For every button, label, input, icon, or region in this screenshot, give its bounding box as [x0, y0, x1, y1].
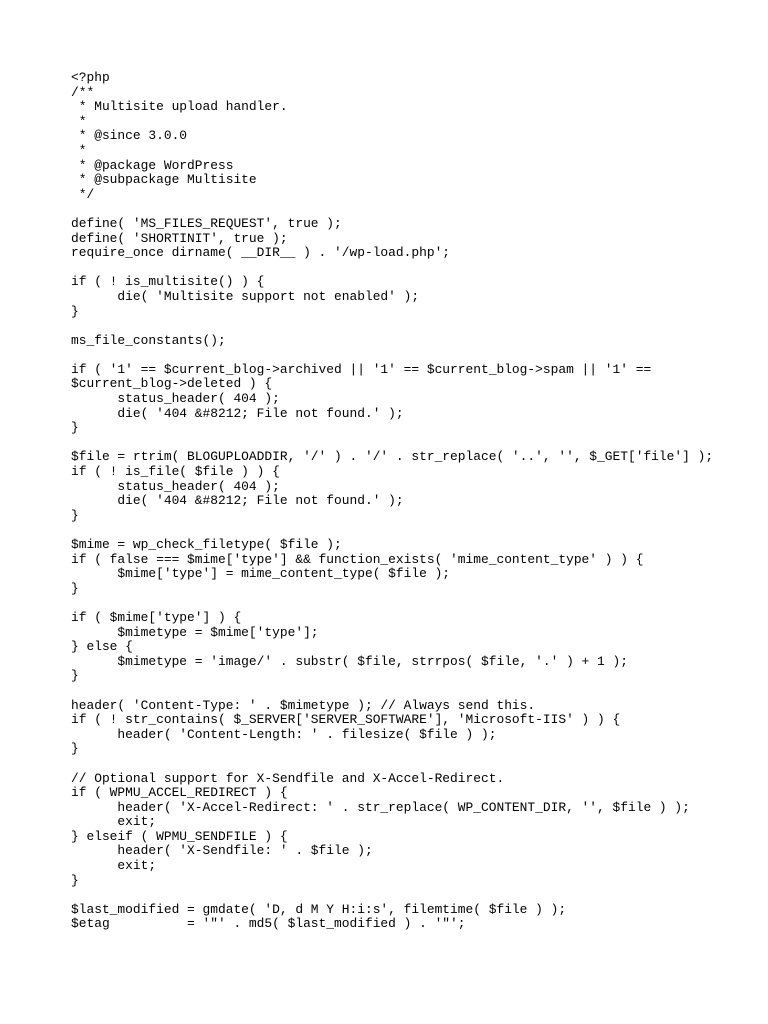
code-line: status_header( 404 ); — [71, 391, 280, 407]
code-line — [71, 523, 751, 538]
code-line: header( 'Content-Type: ' . $mimetype ); // Always send this. — [71, 697, 536, 713]
code-line: if ( ! str_contains( $_SERVER['SERVER_SOFTWARE'], 'Microsoft-IIS' ) ) { — [71, 712, 621, 728]
code-line: if ( ! is_multisite() ) { — [71, 274, 265, 290]
code-line: ms_file_constants(); — [71, 332, 226, 348]
code-line: die( '404 &#8212; File not found.' ); — [71, 493, 404, 509]
code-line — [71, 348, 751, 363]
code-line: */ — [71, 186, 95, 202]
code-line: $mime['type'] = mime_content_type( $file ); — [71, 566, 451, 582]
code-line: if ( WPMU_ACCEL_REDIRECT ) { — [71, 785, 288, 801]
code-line: * @since 3.0.0 — [71, 128, 188, 144]
code-line: * @package WordPress — [71, 157, 234, 173]
code-line: } — [71, 668, 79, 684]
code-line — [71, 596, 751, 611]
code-line: $current_blog->deleted ) { — [71, 376, 273, 392]
code-line: $mime = wp_check_filetype( $file ); — [71, 537, 342, 552]
code-line — [71, 757, 751, 772]
code-listing — [71, 71, 751, 932]
code-line: require_once dirname( __DIR__ ) . '/wp-load.php'; — [71, 245, 451, 261]
code-line: if ( '1' == $current_blog->archived || '1' == $current_blog->spam || '1' == — [71, 361, 652, 377]
code-line: die( '404 &#8212; File not found.' ); — [71, 405, 404, 421]
code-line: die( 'Multisite support not enabled' ); — [71, 288, 420, 304]
code-line: header( 'X-Accel-Redirect: ' . str_replace( WP_CONTENT_DIR, '', $file ) ); — [71, 799, 690, 815]
code-line: } elseif ( WPMU_SENDFILE ) { — [71, 828, 288, 844]
code-line: * Multisite upload handler. — [71, 99, 288, 115]
code-line: define( 'MS_FILES_REQUEST', true ); — [71, 215, 342, 231]
code-line: if ( $mime['type'] ) { — [71, 609, 242, 625]
code-line — [71, 319, 751, 334]
code-line — [71, 684, 751, 699]
code-line: status_header( 404 ); — [71, 478, 280, 494]
code-line: $last_modified = gmdate( 'D, d M Y H:i:s', filemtime( $file ) ); — [71, 901, 567, 917]
code-line: $mimetype = 'image/' . substr( $file, strrpos( $file, '.' ) + 1 ); — [71, 653, 628, 669]
code-line: header( 'X-Sendfile: ' . $file ); — [71, 843, 373, 859]
code-line: if ( ! is_file( $file ) ) { — [71, 464, 280, 480]
code-line: } — [71, 420, 79, 436]
code-line: } else { — [71, 639, 133, 655]
code-line: header( 'Content-Length: ' . filesize( $file ) ); — [71, 726, 497, 742]
code-line: * — [71, 142, 87, 158]
code-line: $file = rtrim( BLOGUPLOADDIR, '/' ) . '/' . str_replace( '..', '', $_GET['file'] ); — [71, 449, 714, 465]
code-line: // Optional support for X-Sendfile and X-Accel-Redirect. — [71, 770, 505, 786]
code-line: exit; — [71, 858, 157, 874]
code-line: $etag = '"' . md5( $last_modified ) . '"'; — [71, 916, 466, 932]
code-line: } — [71, 507, 79, 523]
code-line: define( 'SHORTINIT', true ); — [71, 230, 288, 246]
code-line: <?php — [71, 70, 110, 85]
code-line — [71, 202, 751, 217]
code-line: if ( false === $mime['type'] && function_exists( 'mime_content_type' ) ) { — [71, 551, 644, 567]
code-line: * — [71, 113, 87, 129]
code-line: } — [71, 580, 79, 596]
code-line — [71, 436, 751, 451]
code-line: } — [71, 741, 79, 757]
code-line — [71, 888, 751, 903]
code-line — [71, 261, 751, 276]
code-line: } — [71, 872, 79, 888]
code-line: /** — [71, 84, 95, 100]
code-line: $mimetype = $mime['type']; — [71, 624, 319, 640]
code-line: exit; — [71, 814, 157, 830]
code-line: } — [71, 303, 79, 319]
code-line: * @subpackage Multisite — [71, 172, 257, 188]
